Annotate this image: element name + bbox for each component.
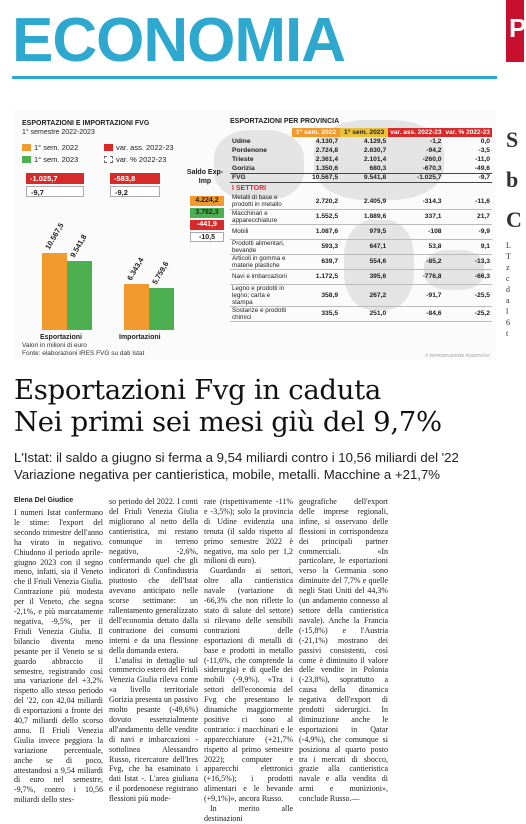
exports-var-pct: -9,7 — [26, 186, 84, 197]
headline-line-2: Nei primi sei mesi giù del 9,7% — [14, 406, 442, 438]
table-row: Trieste 2.361,4 2.101,4 -260,0 -11,0 — [232, 156, 490, 163]
exports-chart-panel — [14, 110, 227, 360]
bar-value-label: 5.759,6 — [150, 259, 171, 286]
table-row: Sostanze e prodotti chimici 335,5 251,0 -84,6 -25,2 — [232, 306, 490, 321]
copyright-note: © RIPRODUZIONE RISERVATA — [425, 353, 490, 358]
saldo-var-pct: -10,5 — [190, 232, 224, 242]
bar-esportazioni-2023 — [67, 261, 92, 330]
saldo-2022: 4.224,2 — [190, 196, 224, 206]
legend-swatch — [22, 156, 31, 163]
table-header-row — [230, 128, 492, 137]
table-row: Udine 4.130,7 4.129,5 -1,2 0,0 — [232, 138, 490, 145]
subheadline — [14, 449, 500, 483]
section-rule — [12, 76, 497, 79]
subheadline-line-1: L'Istat: il saldo a giugno si ferma a 9,54 miliardi contro i 10,56 miliardi del '22 — [14, 450, 459, 465]
infographic — [14, 110, 496, 360]
col-header: 1° sem. 2022 — [292, 128, 340, 137]
sectors-header-row — [230, 182, 492, 194]
paragraph: In merito alle destinazioni — [204, 804, 293, 823]
section-header — [12, 6, 494, 76]
table-row: Legno e prodotti in legno; carta e stampa 358,9 267,2 -91,7 -25,5 — [232, 284, 490, 306]
legend-swatch — [22, 144, 31, 151]
table-row: Macchinari e apparecchiature 1.552,5 1.889,6 337,1 21,7 — [232, 209, 490, 224]
imports-var-pct: -9,2 — [110, 186, 160, 197]
bar-importazioni-2022 — [124, 284, 149, 330]
saldo-2023: 3.782,3 — [190, 208, 224, 218]
legend-var-ass: var. ass. 2022-23 — [104, 143, 174, 152]
table-row: Navi e imbarcazioni 1.172,5 395,6 -776,8 -66,3 — [230, 269, 492, 284]
table-row: Pordenone 2.724,8 2.630,7 -94,2 -3,5 — [232, 147, 490, 154]
article-column-3 — [204, 497, 293, 824]
bar-importazioni-2023 — [149, 288, 174, 330]
sectors-title: I SETTORI — [232, 184, 267, 192]
headline-line-1: Esportazioni Fvg in caduta — [14, 374, 381, 406]
paragraph: Guardando ai settori, oltre alla cantieristica navale (variazione di -66,3% che non riflette lo stato di salute del settore) si rilevano delle sensibili contrazioni delle esportazioni di metalli di base e prodotti in metallo (-11,6%, che comprende la siderurgia) e di quelle dei mobili (-9,9%). «Tra i settori dell'economia del Fvg che presentano le dinamiche maggiormente positive ci sono al contrario: i macchinari e le apparecchiature (+21,7% rispetto al primo semestre 2022); computer e apparecchi elettronici (+16,5%); i prodotti alimentari e le bevande (+9,1%)», ancora Russo. — [204, 566, 293, 804]
bar-value-label: 6.343,4 — [125, 255, 146, 282]
article-column-2 — [109, 497, 198, 804]
col-header: var. % 2022-23 — [444, 128, 492, 137]
adjacent-page-text: S b C L T z c d a l 6 t — [506, 127, 522, 338]
byline: Elena Del Giudice — [14, 497, 74, 504]
table-title: ESPORTAZIONI PER PROVINCIA — [230, 118, 340, 125]
units-note: Valori in milioni di euro — [22, 342, 87, 349]
paragraph: geografiche dell'export delle imprese regionali, infine, si osservano delle flessioni in corrispondenza dei principali partner commerciali. «In particolare, le esportazioni verso la Germania sono diminuite del 7,7% e quelle negli Stati Uniti del 44,3% (un andamento connesso al settore della cantieristica navale). Anche la Francia (-15,8%) e l'Austria (-21,1%) mostrano dei passivi consistenti, così come è diminuito il valore delle vendite in Polonia (-23,8%), soprattutto a causa della dinamica negativa dell'export di prodotti siderurgici. In diminuzione anche le esportazioni in Qatar (-4,9%), che comunque si posiziona al quarto posto tra i mercati di sbocco, grazie alla cantieristica navale e alla vendita di armi e munizioni», conclude Russo.— — [299, 497, 388, 804]
article-column-4 — [299, 497, 388, 804]
table-row: Prodotti alimentari, bevande 593,3 647,1 53,8 9,1 — [232, 239, 490, 254]
province-table-panel — [230, 118, 492, 322]
adjacent-page-badge: P — [506, 0, 524, 62]
saldo-title: Saldo Exp-Imp — [186, 169, 224, 185]
table-row: Mobili 1.087,6 979,5 -108 -9,9 — [230, 224, 492, 239]
imports-var-ass: -583,8 — [110, 173, 160, 184]
legend-swatch — [104, 144, 113, 151]
source-note: Fonte: elaborazioni IRES FVG su dati Istat — [22, 350, 145, 357]
col-header: var. ass. 2022-23 — [390, 128, 442, 136]
article-column-1 — [14, 508, 103, 805]
bar-esportazioni-2022 — [42, 253, 67, 330]
col-header: 1° sem. 2023 — [340, 128, 388, 137]
section-title: ECONOMIA — [12, 6, 345, 75]
subheadline-line-2: Variazione negativa per cantieristica, mobile, metalli. Macchine a +21,7% — [14, 467, 441, 482]
legend-var-pct: var. % 2022-23 — [104, 155, 166, 164]
table-row: Gorizia 1.350,6 680,3 -670,3 -49,6 — [232, 164, 490, 172]
headline — [14, 374, 498, 438]
category-label-imports: Importazioni — [119, 334, 161, 341]
category-label-exports: Esportazioni — [40, 334, 83, 341]
saldo-var-ass: -441,9 — [190, 220, 224, 230]
chart-subtitle: 1° semestre 2022-2023 — [22, 129, 95, 136]
legend-swatch — [104, 156, 113, 163]
exports-var-ass: -1.025,7 — [26, 173, 84, 184]
paragraph: so periodo del 2022. I conti del Friuli Venezia Giulia migliorano al netto della cantieristica, mi restano comunque in terreno negativo, -2,6%, confermando quel che gli indicatori di Confindustria piuttosto che dell'Istat avevano anticipato nelle scorse settimane: un rallentamento generalizzato dell'economia dettato dalla contrazione dei consumi interni e da una flessione della domanda estera. — [109, 497, 198, 655]
province-table — [230, 128, 492, 322]
chart-title: ESPORTAZIONI E IMPORTAZIONI FVG — [22, 120, 150, 127]
legend-2022: 1° sem. 2022 — [22, 143, 78, 152]
table-row: Metalli di base e prodotti in metallo 2.720,2 2.405,9 -314,3 -11,6 — [232, 194, 490, 209]
table-row: Articoli in gomma e materie plastiche 639,7 554,6 -85,2 -13,3 — [232, 254, 490, 269]
legend-2023: 1° sem. 2023 — [22, 155, 78, 164]
paragraph: I numeri Istat confermano le stime: l'export del secondo trimestre dell'anno ha virato in negativo. Chiudono il periodo aprile-giugno 2023 con il segno meno, infatti, sia il Veneto che il Friuli Venezia Giulia. Contrazione più modesta per il Veneto, che segna -2,1%, e più marcatamente negativa, -9,5%, per il Friuli Venezia Giulia. Il bilancio diventa meno pesante per il Veneto se si guardo abbraccio il semestre, registrando così una variazione del +3,2% rispetto allo stesso periodo del '22, con 42,04 miliardi di esportazioni a fronte dei 40,7 miliardi dello scorso anno. Il Friuli Venezia Giulia invece peggiora la variazione percentuale, anche se di poco, attestandosi a 9,54 miliardi di euro nel semestre, -9,7%, contro i 10,56 miliardi dello stes- — [14, 508, 103, 805]
bar-value-label: 9.541,8 — [68, 232, 89, 259]
paragraph: rate (rispettivamente -11% e -3,5%); solo la provincia di Udine evidenzia una tenuta (il saldo rispetto al primo semestre 2022 è negativo, ma solo per 1,2 milioni di euro). — [204, 497, 293, 566]
table-row-total: FVG 10.567,5 9.541,8 -1.025,7 -9,7 — [232, 174, 490, 181]
bar-value-label: 10.567,5 — [43, 221, 66, 251]
paragraph: L'analisi in dettaglio sul commercio estero del Friuli Venezia Giulia rileva come «a livello territoriale Gorizia presenta un passivo molto pesante (-49,6%) dovuto essenzialmente all'andamento delle vendite di navi e imbarcazioni - sottolinea Alessandro Russo, ricercatore dell'Ires Fvg, che ha esaminato i dati Istat -. L'area giuliana e il pordenonese registrano flessioni più mode- — [109, 655, 198, 804]
